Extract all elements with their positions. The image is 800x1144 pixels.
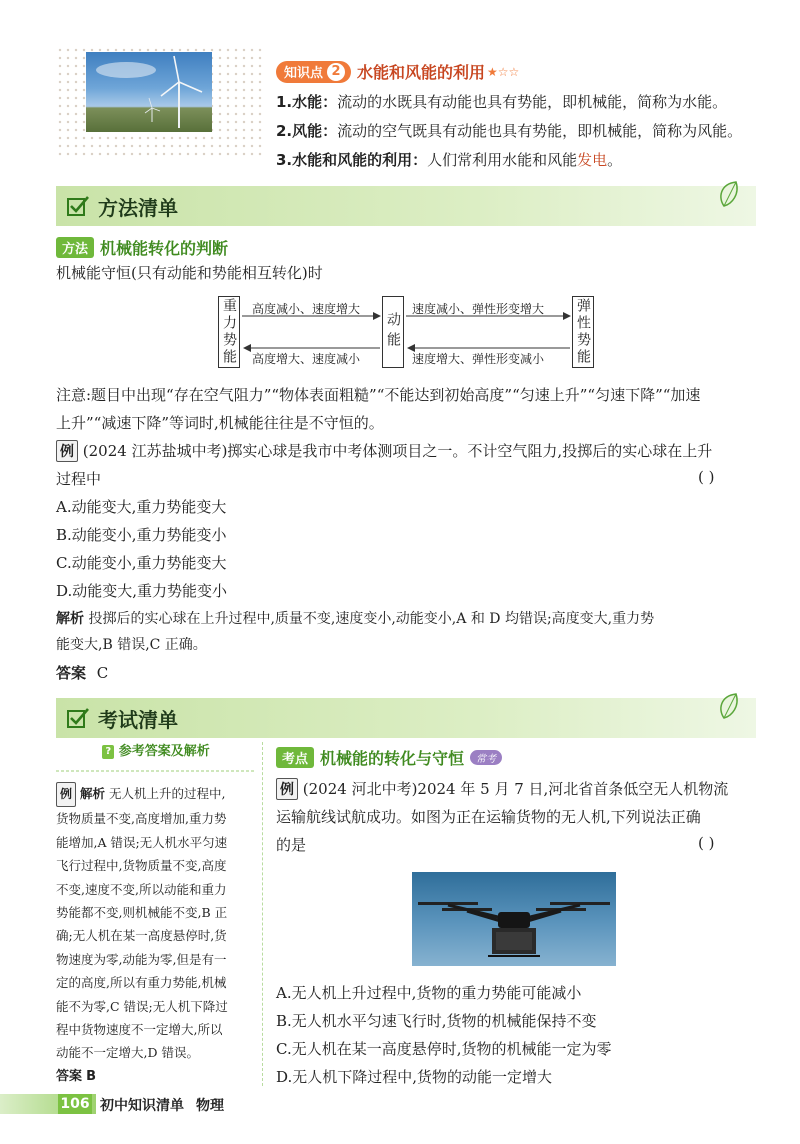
side-line: 定的高度,所以有重力势能,机械 [56, 975, 227, 991]
side-line: 程中货物速度不一定增大,所以 [56, 1022, 223, 1038]
option: B.无人机水平匀速飞行时,货物的机械能保持不变 [276, 1012, 597, 1030]
example-question-cont: 运输航线试航成功。如图为正在运输货物的无人机,下列说法正确 [276, 808, 701, 826]
option: A.无人机上升过程中,货物的重力势能可能减小 [276, 984, 582, 1002]
method-title: 机械能转化的判断 [100, 239, 229, 258]
knowledge-point-title: 水能和风能的利用 [357, 63, 486, 82]
leaf-icon [710, 688, 746, 724]
reference-answer-head: ? 参考答案及解析 [56, 740, 256, 759]
example-question: 例 (2024 江苏盐城中考)掷实心球是我市中考体测项目之一。不计空气阻力,投掷后的实心球在上升 [56, 440, 712, 462]
arrow-label: 速度减小、弹性形变增大 [412, 302, 545, 316]
option: A.动能变大,重力势能变大 [56, 498, 227, 516]
side-line: 能增加,A 错误;无人机水平匀速 [56, 834, 228, 850]
side-line: 不变,速度不变,所以动能和重力 [56, 881, 227, 897]
gravity-potential-box: 重力势能 [218, 296, 240, 368]
example-question-cont: 的是 [276, 836, 307, 854]
analysis-cont: 能变大,B 错误,C 正确。 [56, 637, 207, 653]
arrow-label: 高度增大、速度减小 [252, 352, 361, 366]
exam-point-badge: 考点 [276, 747, 314, 768]
side-line: 例 解析 无人机上升的过程中, [56, 782, 256, 807]
example-badge: 例 [276, 778, 298, 800]
kinetic-energy-box: 动能 [382, 296, 404, 368]
example-question: 例 (2024 河北中考)2024 年 5 月 7 日,河北省首条低空无人机物流 [276, 778, 728, 800]
page-number: 106 [58, 1094, 92, 1114]
side-line: 货物质量不变,高度增加,重力势 [56, 811, 227, 827]
hint-icon: ? [102, 745, 114, 759]
option: D.动能变大,重力势能变小 [56, 582, 228, 600]
example-question-cont: 过程中 [56, 470, 102, 488]
side-line: 能不为零,C 错误;无人机下降过 [56, 998, 228, 1014]
wind-turbine-photo [86, 52, 212, 132]
exam-point-header [276, 746, 502, 769]
option: C.无人机在某一高度悬停时,货物的机械能一定为零 [276, 1040, 612, 1058]
side-line: 势能都不变,则机械能不变,B 正 [56, 905, 228, 921]
reference-answer-panel [56, 740, 256, 1088]
side-line: 确;无人机在某一高度悬停时,货 [56, 928, 227, 944]
side-line: 动能不一定增大,D 错误。 [56, 1045, 199, 1061]
checkbox-icon [66, 707, 90, 729]
knowledge-point-header [276, 60, 519, 83]
answer-bracket: ( ) [698, 468, 715, 486]
column-divider [262, 742, 263, 1086]
analysis: 解析 投掷后的实心球在上升过程中,质量不变,速度变小,动能变小,A 和 D 均错误;高度变大,重力势 [56, 611, 655, 627]
side-line: 飞行过程中,货物质量不变,高度 [56, 858, 227, 874]
method-intro: 机械能守恒(只有动能和势能相互转化)时 [56, 264, 323, 282]
method-badge: 方法 [56, 237, 94, 258]
exam-banner: 考试清单 [56, 698, 756, 738]
note-line: 注意:题目中出现“存在空气阻力”“物体表面粗糙”“不能达到初始高度”“匀速上升”“匀速下降”“加速 [56, 386, 701, 404]
knowledge-item: 3.水能和风能的利用：人们常利用水能和风能发电。 [276, 151, 623, 169]
example-badge: 例 [56, 440, 78, 462]
answer: 答案 C [56, 664, 109, 682]
arrow-label: 速度增大、弹性形变减小 [412, 352, 545, 366]
method-header [56, 236, 228, 259]
elastic-potential-box: 弹性势能 [572, 296, 594, 368]
arrow-label: 高度减小、速度增大 [252, 302, 361, 316]
head-divider [56, 768, 256, 774]
frequent-tag: 常考 [470, 750, 502, 765]
side-answer: 答案 B [56, 1068, 97, 1084]
option: C.动能变小,重力势能变大 [56, 554, 227, 572]
exam-point-title: 机械能的转化与守恒 [320, 749, 465, 768]
option: B.动能变小,重力势能变小 [56, 526, 227, 544]
footer-title: 初中知识清单 物理 [100, 1098, 224, 1114]
answer-bracket: ( ) [698, 834, 715, 852]
checkbox-icon [66, 195, 90, 217]
side-line: 物速度为零,动能为零,但是有一 [56, 951, 227, 967]
difficulty-stars: ★☆☆ [487, 64, 520, 79]
leaf-icon [710, 176, 746, 212]
method-banner: 方法清单 [56, 186, 756, 226]
drone-photo [412, 872, 616, 966]
option: D.无人机下降过程中,货物的动能一定增大 [276, 1068, 553, 1086]
knowledge-item: 1.水能：流动的水既具有动能也具有势能，即机械能，简称为水能。 [276, 93, 728, 111]
knowledge-item: 2.风能：流动的空气既具有动能也具有势能，即机械能，简称为风能。 [276, 122, 743, 140]
note-line: 上升”“减速下降”等词时,机械能往往是不守恒的。 [56, 414, 384, 432]
knowledge-point-badge: 知识点 2 [276, 61, 351, 83]
